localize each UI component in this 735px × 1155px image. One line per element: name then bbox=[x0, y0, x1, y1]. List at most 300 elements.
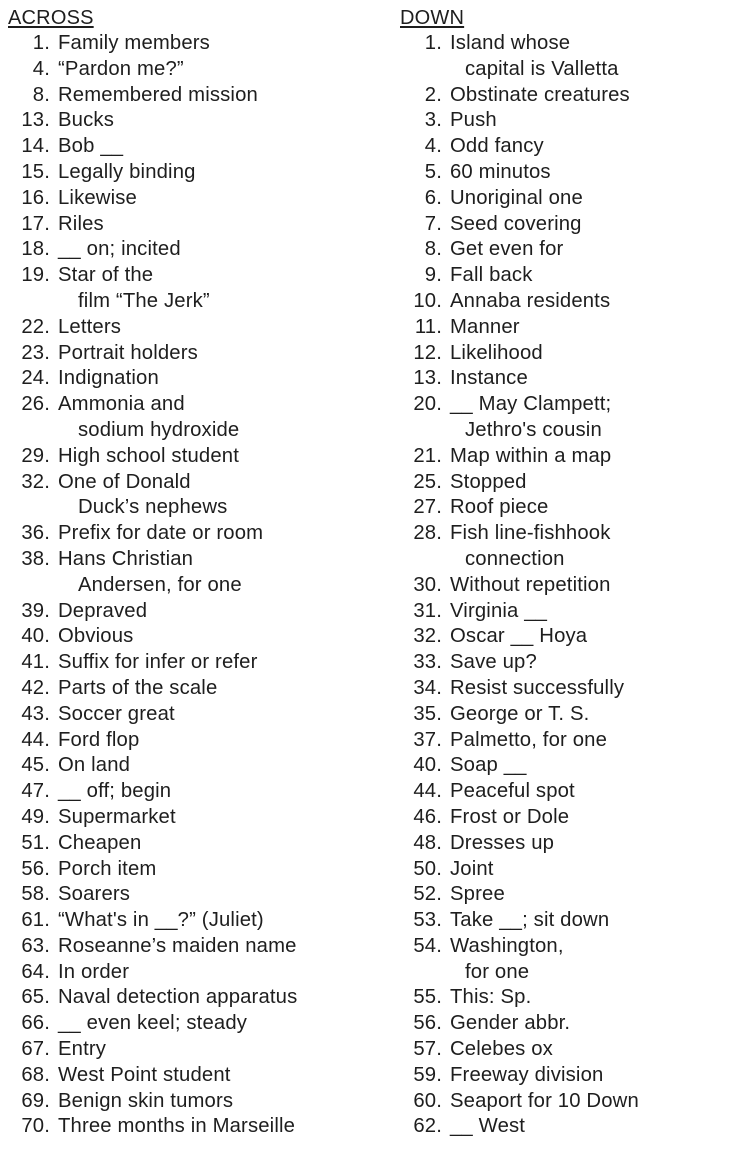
clue-item bbox=[400, 341, 730, 367]
clue-text-wrap bbox=[442, 702, 589, 728]
clue-text: Virginia __ bbox=[450, 599, 548, 622]
clue-text-wrap bbox=[50, 108, 114, 134]
clue-text-wrap bbox=[50, 134, 123, 160]
clue-number: 53. bbox=[413, 909, 442, 932]
clue-number: 45. bbox=[21, 754, 50, 777]
clue-text: Likewise bbox=[58, 186, 137, 209]
clue-text: Soarers bbox=[58, 883, 131, 906]
clue-text-wrap bbox=[442, 31, 619, 83]
clue-text: Family members bbox=[58, 32, 210, 54]
clue-item bbox=[400, 1011, 730, 1037]
clue-text-wrap bbox=[442, 212, 582, 238]
clue-item bbox=[8, 882, 378, 908]
clue-number: 3. bbox=[424, 109, 442, 132]
clue-number: 33. bbox=[413, 651, 442, 674]
clue-text-wrap bbox=[50, 160, 196, 186]
clue-text: Entry bbox=[58, 1038, 107, 1061]
clue-item bbox=[8, 831, 378, 857]
clue-text-continuation: for one bbox=[465, 960, 530, 983]
clue-text-wrap bbox=[50, 882, 130, 908]
clue-text: Porch item bbox=[58, 857, 157, 880]
clue-number: 57. bbox=[413, 1038, 442, 1061]
clue-number: 32. bbox=[413, 625, 442, 648]
clue-text-continuation: Andersen, for one bbox=[78, 573, 242, 596]
clue-item bbox=[400, 134, 730, 160]
clue-number: 66. bbox=[21, 1012, 50, 1035]
clue-text: Portrait holders bbox=[58, 341, 198, 364]
clue-item bbox=[400, 1063, 730, 1089]
clue-number: 2. bbox=[424, 83, 442, 106]
clue-item bbox=[8, 392, 378, 444]
clue-number: 68. bbox=[21, 1063, 50, 1086]
clue-text-wrap bbox=[442, 134, 544, 160]
clue-item bbox=[400, 366, 730, 392]
clue-item bbox=[8, 263, 378, 315]
clue-text-wrap bbox=[50, 212, 104, 238]
clue-item bbox=[8, 160, 378, 186]
clue-text: Get even for bbox=[450, 238, 564, 261]
down-column bbox=[400, 6, 730, 1140]
clue-item bbox=[400, 83, 730, 109]
clue-text: Ford flop bbox=[58, 728, 140, 751]
clue-text-wrap bbox=[442, 237, 563, 263]
clue-text: Push bbox=[450, 109, 497, 132]
clue-number: 56. bbox=[21, 857, 50, 880]
clue-text: Legally binding bbox=[58, 160, 196, 183]
clue-number: 59. bbox=[413, 1063, 442, 1086]
clue-number: 1. bbox=[424, 32, 442, 54]
clue-number: 7. bbox=[424, 212, 442, 235]
clue-number: 46. bbox=[413, 805, 442, 828]
clue-number: 14. bbox=[21, 135, 50, 158]
clue-item bbox=[8, 753, 378, 779]
clue-text-wrap bbox=[442, 186, 583, 212]
clue-item bbox=[8, 908, 378, 934]
clue-text-wrap bbox=[50, 857, 156, 883]
clue-number: 48. bbox=[413, 831, 442, 854]
clue-item bbox=[8, 702, 378, 728]
clue-number: 25. bbox=[413, 470, 442, 493]
clue-text-wrap bbox=[442, 263, 533, 289]
clue-item bbox=[400, 753, 730, 779]
clue-text-wrap bbox=[442, 779, 575, 805]
clue-item bbox=[400, 521, 730, 573]
clue-text: Freeway division bbox=[450, 1063, 604, 1086]
clue-number: 13. bbox=[21, 109, 50, 132]
clue-text-wrap bbox=[442, 650, 537, 676]
clue-item bbox=[8, 444, 378, 470]
clue-text: “Pardon me?” bbox=[58, 57, 184, 80]
clue-text-wrap bbox=[50, 1011, 247, 1037]
clue-number: 16. bbox=[21, 186, 50, 209]
clue-text: Soap __ bbox=[450, 754, 527, 777]
clue-text-wrap bbox=[50, 753, 130, 779]
clue-text-wrap bbox=[50, 908, 264, 934]
clue-item bbox=[8, 960, 378, 986]
clue-number: 56. bbox=[413, 1012, 442, 1035]
clue-item bbox=[8, 1063, 378, 1089]
clue-item bbox=[400, 470, 730, 496]
clue-text: Peaceful spot bbox=[450, 780, 575, 803]
clue-text-continuation: Jethro's cousin bbox=[465, 418, 602, 441]
clue-number: 23. bbox=[21, 341, 50, 364]
clue-text-wrap bbox=[442, 573, 611, 599]
clue-text-continuation: sodium hydroxide bbox=[78, 418, 240, 441]
clue-text: This: Sp. bbox=[450, 986, 532, 1009]
clue-text-wrap bbox=[442, 831, 554, 857]
clue-item bbox=[8, 624, 378, 650]
clue-text-wrap bbox=[50, 728, 139, 754]
clue-number: 31. bbox=[413, 599, 442, 622]
clue-item bbox=[8, 676, 378, 702]
clue-text: West Point student bbox=[58, 1063, 231, 1086]
clue-item bbox=[400, 495, 730, 521]
clue-item bbox=[400, 702, 730, 728]
clue-text-wrap bbox=[50, 263, 210, 315]
clue-text-wrap bbox=[442, 857, 494, 883]
clue-text: Prefix for date or room bbox=[58, 522, 264, 545]
clue-text-wrap bbox=[442, 392, 611, 444]
clue-number: 8. bbox=[424, 238, 442, 261]
clue-text-wrap bbox=[442, 1114, 525, 1140]
clue-item bbox=[8, 315, 378, 341]
clue-item bbox=[400, 779, 730, 805]
clue-text: Suffix for infer or refer bbox=[58, 651, 258, 674]
clue-number: 65. bbox=[21, 986, 50, 1009]
clue-text-wrap bbox=[442, 1063, 603, 1089]
clue-text: __ off; begin bbox=[58, 780, 172, 803]
clue-number: 43. bbox=[21, 702, 50, 725]
clue-text-continuation: capital is Valletta bbox=[465, 57, 619, 80]
clue-item bbox=[8, 31, 378, 57]
clue-text: On land bbox=[58, 754, 131, 777]
clue-text: Three months in Marseille bbox=[58, 1115, 296, 1138]
clue-text-wrap bbox=[50, 444, 239, 470]
clue-text-continuation: connection bbox=[465, 547, 565, 570]
clue-number: 22. bbox=[21, 315, 50, 338]
clue-text: Unoriginal one bbox=[450, 186, 583, 209]
clue-item bbox=[8, 934, 378, 960]
clue-text: Riles bbox=[58, 212, 104, 235]
clue-text-wrap bbox=[442, 753, 527, 779]
clue-text-wrap bbox=[50, 1037, 106, 1063]
clue-text-wrap bbox=[442, 908, 609, 934]
clue-text: Palmetto, for one bbox=[450, 728, 607, 751]
clue-text-wrap bbox=[442, 470, 527, 496]
clue-item bbox=[8, 57, 378, 83]
clue-number: 47. bbox=[21, 780, 50, 803]
clue-text: In order bbox=[58, 960, 130, 983]
clue-text-continuation: film “The Jerk” bbox=[78, 289, 210, 312]
clue-number: 4. bbox=[32, 57, 50, 80]
clue-text-wrap bbox=[50, 366, 159, 392]
clue-text: One of Donald bbox=[58, 470, 191, 493]
clue-text: Spree bbox=[450, 883, 505, 906]
clue-item bbox=[400, 186, 730, 212]
clue-number: 15. bbox=[21, 160, 50, 183]
clue-text: Naval detection apparatus bbox=[58, 986, 298, 1009]
clue-number: 8. bbox=[32, 83, 50, 106]
clue-text: High school student bbox=[58, 444, 239, 467]
clue-text-wrap bbox=[442, 1011, 570, 1037]
clue-item bbox=[8, 857, 378, 883]
down-heading: DOWN bbox=[400, 7, 465, 29]
clue-number: 70. bbox=[21, 1115, 50, 1138]
clue-number: 17. bbox=[21, 212, 50, 235]
clue-text-wrap bbox=[442, 444, 611, 470]
clue-number: 50. bbox=[413, 857, 442, 880]
clue-text-wrap bbox=[442, 1089, 639, 1115]
clue-item bbox=[8, 779, 378, 805]
clue-text-wrap bbox=[50, 392, 239, 444]
clue-text: __ on; incited bbox=[58, 238, 181, 261]
clue-text-wrap bbox=[442, 728, 607, 754]
clue-text-wrap bbox=[50, 521, 263, 547]
clue-text: Likelihood bbox=[450, 341, 543, 364]
clue-text-wrap bbox=[50, 57, 184, 83]
clue-number: 61. bbox=[21, 909, 50, 932]
clue-text-wrap bbox=[442, 341, 543, 367]
clue-number: 26. bbox=[21, 393, 50, 416]
clue-number: 9. bbox=[424, 264, 442, 287]
clue-number: 30. bbox=[413, 573, 442, 596]
clue-text-wrap bbox=[50, 470, 227, 522]
clue-text-wrap bbox=[50, 650, 258, 676]
clue-number: 28. bbox=[413, 522, 442, 545]
clue-item bbox=[8, 1037, 378, 1063]
clue-item bbox=[8, 134, 378, 160]
clue-number: 64. bbox=[21, 960, 50, 983]
clue-item bbox=[400, 728, 730, 754]
clue-item bbox=[400, 831, 730, 857]
clue-text-wrap bbox=[442, 882, 505, 908]
clue-number: 44. bbox=[413, 780, 442, 803]
clue-text: Map within a map bbox=[450, 444, 612, 467]
clue-text: __ West bbox=[450, 1115, 526, 1138]
clue-text: Celebes ox bbox=[450, 1038, 553, 1061]
clue-number: 21. bbox=[413, 444, 442, 467]
clue-item bbox=[400, 1114, 730, 1140]
clue-number: 54. bbox=[413, 934, 442, 957]
down-clue-list bbox=[400, 31, 730, 1140]
clue-text: Gender abbr. bbox=[450, 1012, 571, 1035]
clue-number: 11. bbox=[414, 315, 442, 338]
clue-item bbox=[400, 573, 730, 599]
clue-number: 5. bbox=[424, 160, 442, 183]
clue-item bbox=[400, 805, 730, 831]
clue-item bbox=[400, 650, 730, 676]
clue-text-continuation: Duck’s nephews bbox=[78, 496, 228, 519]
clue-number: 24. bbox=[21, 367, 50, 390]
clue-text: Letters bbox=[58, 315, 122, 338]
clue-number: 10. bbox=[413, 289, 442, 312]
clue-text: 60 minutos bbox=[450, 160, 551, 183]
clue-item bbox=[400, 676, 730, 702]
clue-text: Seed covering bbox=[450, 212, 582, 235]
clue-text-wrap bbox=[50, 779, 171, 805]
clue-text: Remembered mission bbox=[58, 83, 258, 106]
clue-item bbox=[400, 31, 730, 83]
clue-text-wrap bbox=[50, 985, 297, 1011]
clue-text-wrap bbox=[442, 676, 624, 702]
clue-text: Without repetition bbox=[450, 573, 611, 596]
clue-text: Star of the bbox=[58, 264, 154, 287]
clue-item bbox=[400, 108, 730, 134]
clue-number: 69. bbox=[21, 1089, 50, 1112]
clue-item bbox=[400, 1089, 730, 1115]
clue-item bbox=[8, 366, 378, 392]
clue-text: Supermarket bbox=[58, 805, 176, 828]
clue-text: Depraved bbox=[58, 599, 148, 622]
clue-text-wrap bbox=[442, 366, 528, 392]
clue-text: Instance bbox=[450, 367, 528, 390]
clue-text: Seaport for 10 Down bbox=[450, 1089, 639, 1112]
clue-text-wrap bbox=[442, 83, 630, 109]
clue-text: Benign skin tumors bbox=[58, 1089, 234, 1112]
clue-item bbox=[8, 212, 378, 238]
clue-text-wrap bbox=[50, 1114, 295, 1140]
clue-text: Indignation bbox=[58, 367, 159, 390]
across-clue-list bbox=[8, 31, 378, 1140]
clue-item bbox=[400, 857, 730, 883]
clue-item bbox=[400, 263, 730, 289]
clue-item bbox=[8, 599, 378, 625]
clue-item bbox=[8, 521, 378, 547]
clue-text-wrap bbox=[442, 624, 587, 650]
clue-text-wrap bbox=[442, 1037, 553, 1063]
clue-text: Parts of the scale bbox=[58, 676, 218, 699]
clue-number: 29. bbox=[21, 444, 50, 467]
clue-text: Roseanne’s maiden name bbox=[58, 934, 297, 957]
clue-text: Dresses up bbox=[450, 831, 555, 854]
clue-item bbox=[8, 728, 378, 754]
clue-item bbox=[8, 1089, 378, 1115]
clue-text-wrap bbox=[442, 599, 547, 625]
clue-text-wrap bbox=[50, 702, 175, 728]
clue-number: 67. bbox=[21, 1038, 50, 1061]
clue-text-wrap bbox=[50, 1089, 233, 1115]
clue-text: Island whose bbox=[450, 32, 571, 54]
clue-text-wrap bbox=[50, 934, 297, 960]
clue-number: 35. bbox=[413, 702, 442, 725]
clue-number: 12. bbox=[413, 341, 442, 364]
across-heading: ACROSS bbox=[8, 7, 94, 29]
clue-text: __ May Clampett; bbox=[450, 393, 612, 416]
clue-text-wrap bbox=[442, 934, 564, 986]
clue-number: 40. bbox=[413, 754, 442, 777]
clue-text: Manner bbox=[450, 315, 520, 338]
clue-number: 41. bbox=[21, 651, 50, 674]
clue-number: 27. bbox=[413, 496, 442, 519]
clue-number: 55. bbox=[413, 986, 442, 1009]
clue-text-wrap bbox=[50, 960, 129, 986]
clue-text: Cheapen bbox=[58, 831, 142, 854]
clue-text: “What's in __?” (Juliet) bbox=[58, 909, 264, 932]
clue-text-wrap bbox=[50, 805, 176, 831]
clue-item bbox=[400, 934, 730, 986]
clue-item bbox=[8, 186, 378, 212]
clue-number: 63. bbox=[21, 934, 50, 957]
clue-item bbox=[8, 1114, 378, 1140]
clue-item bbox=[400, 1037, 730, 1063]
clue-text-wrap bbox=[442, 315, 520, 341]
clue-number: 40. bbox=[21, 625, 50, 648]
clue-number: 37. bbox=[413, 728, 442, 751]
clue-text: Odd fancy bbox=[450, 135, 544, 158]
clue-text-wrap bbox=[50, 624, 133, 650]
clue-text: Fall back bbox=[450, 264, 533, 287]
clue-item bbox=[8, 547, 378, 599]
clue-item bbox=[8, 83, 378, 109]
clue-text-wrap bbox=[442, 108, 497, 134]
clue-number: 20. bbox=[413, 393, 442, 416]
clue-text-wrap bbox=[50, 315, 121, 341]
clue-text: Annaba residents bbox=[450, 289, 611, 312]
clue-text: Resist successfully bbox=[450, 676, 625, 699]
clue-number: 13. bbox=[413, 367, 442, 390]
clue-text: Obvious bbox=[58, 625, 134, 648]
clue-item bbox=[400, 160, 730, 186]
clue-text-wrap bbox=[50, 1063, 231, 1089]
clue-text-wrap bbox=[442, 160, 551, 186]
clue-number: 32. bbox=[21, 470, 50, 493]
clue-text: __ even keel; steady bbox=[58, 1012, 248, 1035]
clue-text: Bob __ bbox=[58, 135, 124, 158]
clue-item bbox=[400, 624, 730, 650]
clue-item bbox=[400, 444, 730, 470]
clue-number: 4. bbox=[424, 135, 442, 158]
clue-text-wrap bbox=[50, 237, 181, 263]
clue-item bbox=[8, 985, 378, 1011]
clue-item bbox=[8, 237, 378, 263]
clue-number: 62. bbox=[413, 1115, 442, 1138]
clue-item bbox=[400, 237, 730, 263]
clue-text: Stopped bbox=[450, 470, 527, 493]
clue-number: 51. bbox=[21, 831, 50, 854]
clue-item bbox=[400, 315, 730, 341]
clue-text: Oscar __ Hoya bbox=[450, 625, 588, 648]
clue-number: 42. bbox=[21, 676, 50, 699]
clue-item bbox=[400, 212, 730, 238]
clue-text: Ammonia and bbox=[58, 393, 185, 416]
clue-number: 19. bbox=[21, 264, 50, 287]
clue-number: 52. bbox=[413, 883, 442, 906]
clue-item bbox=[8, 805, 378, 831]
clue-number: 6. bbox=[424, 186, 442, 209]
clue-item bbox=[8, 650, 378, 676]
clue-item bbox=[8, 341, 378, 367]
clue-text: Obstinate creatures bbox=[450, 83, 630, 106]
clue-text: Take __; sit down bbox=[450, 909, 610, 932]
clue-item bbox=[8, 1011, 378, 1037]
clue-number: 34. bbox=[413, 676, 442, 699]
clue-text-wrap bbox=[50, 599, 147, 625]
clue-text: Washington, bbox=[450, 934, 564, 957]
clue-number: 49. bbox=[21, 805, 50, 828]
clue-item bbox=[400, 882, 730, 908]
clue-number: 60. bbox=[413, 1089, 442, 1112]
clue-text: Joint bbox=[450, 857, 494, 880]
clue-item bbox=[8, 108, 378, 134]
clue-text-wrap bbox=[50, 831, 141, 857]
clue-text: Frost or Dole bbox=[450, 805, 570, 828]
clue-text-wrap bbox=[442, 495, 548, 521]
clue-text-wrap bbox=[50, 547, 242, 599]
clue-text: George or T. S. bbox=[450, 702, 590, 725]
clue-text-wrap bbox=[442, 289, 610, 315]
clue-text-wrap bbox=[442, 985, 531, 1011]
clue-number: 58. bbox=[21, 883, 50, 906]
